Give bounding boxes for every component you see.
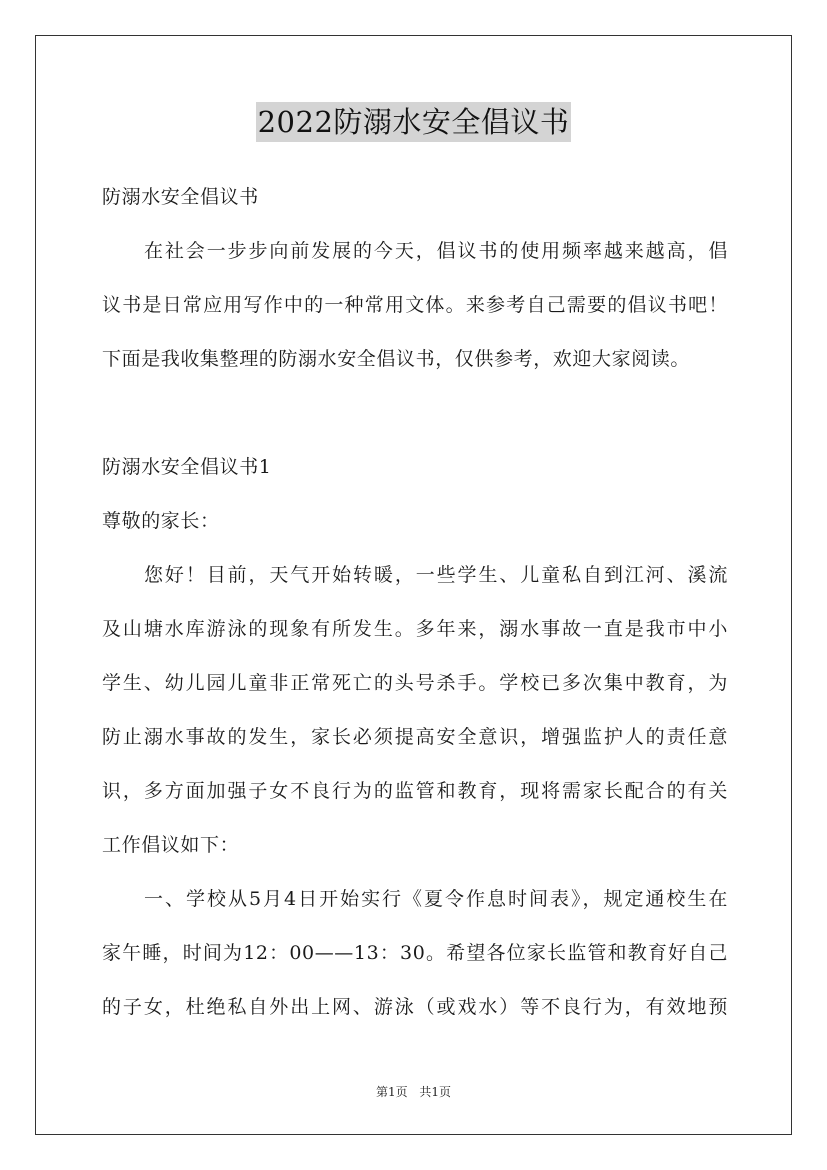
body-line: 工作倡议如下： — [102, 834, 240, 856]
intro-line: 下面是我收集整理的防溺水安全倡议书，仅供参考，欢迎大家阅读。 — [102, 348, 691, 370]
page-total: 共1页 — [419, 1085, 452, 1099]
body-line: 您好！目前，天气开始转暖，一些学生、儿童私自到江河、溪流 — [144, 564, 728, 586]
document-title: 2022防溺水安全倡议书 — [256, 102, 572, 142]
body-line: 家午睡，时间为12：00——13：30。希望各位家长监管和教育好自己 — [102, 942, 728, 964]
title-wrap — [0, 102, 827, 142]
body-line: 的子女，杜绝私自外出上网、游泳（或戏水）等不良行为，有效地预 — [102, 996, 728, 1018]
intro-line: 议书是日常应用写作中的一种常用文体。来参考自己需要的倡议书吧！ — [102, 294, 728, 316]
body-line: 防止溺水事故的发生，家长必须提高安全意识，增强监护人的责任意 — [102, 726, 728, 748]
page-number: 第1页 — [375, 1085, 408, 1099]
subtitle-line: 防溺水安全倡议书 — [102, 186, 259, 208]
body-line: 学生、幼儿园儿童非正常死亡的头号杀手。学校已多次集中教育，为 — [102, 672, 728, 694]
body-line: 一、学校从5月4日开始实行《夏令作息时间表》，规定通校生在 — [144, 888, 728, 910]
section-heading: 防溺水安全倡议书1 — [102, 456, 272, 478]
body-line: 及山塘水库游泳的现象有所发生。多年来，溺水事故一直是我市中小 — [102, 618, 728, 640]
page-footer — [0, 1083, 827, 1100]
intro-line: 在社会一步步向前发展的今天，倡议书的使用频率越来越高，倡 — [144, 240, 728, 262]
paragraph-gap — [102, 386, 728, 440]
salutation: 尊敬的家长： — [102, 510, 220, 532]
body-line: 识，多方面加强子女不良行为的监管和教育，现将需家长配合的有关 — [102, 780, 728, 802]
document-body — [102, 170, 728, 1034]
